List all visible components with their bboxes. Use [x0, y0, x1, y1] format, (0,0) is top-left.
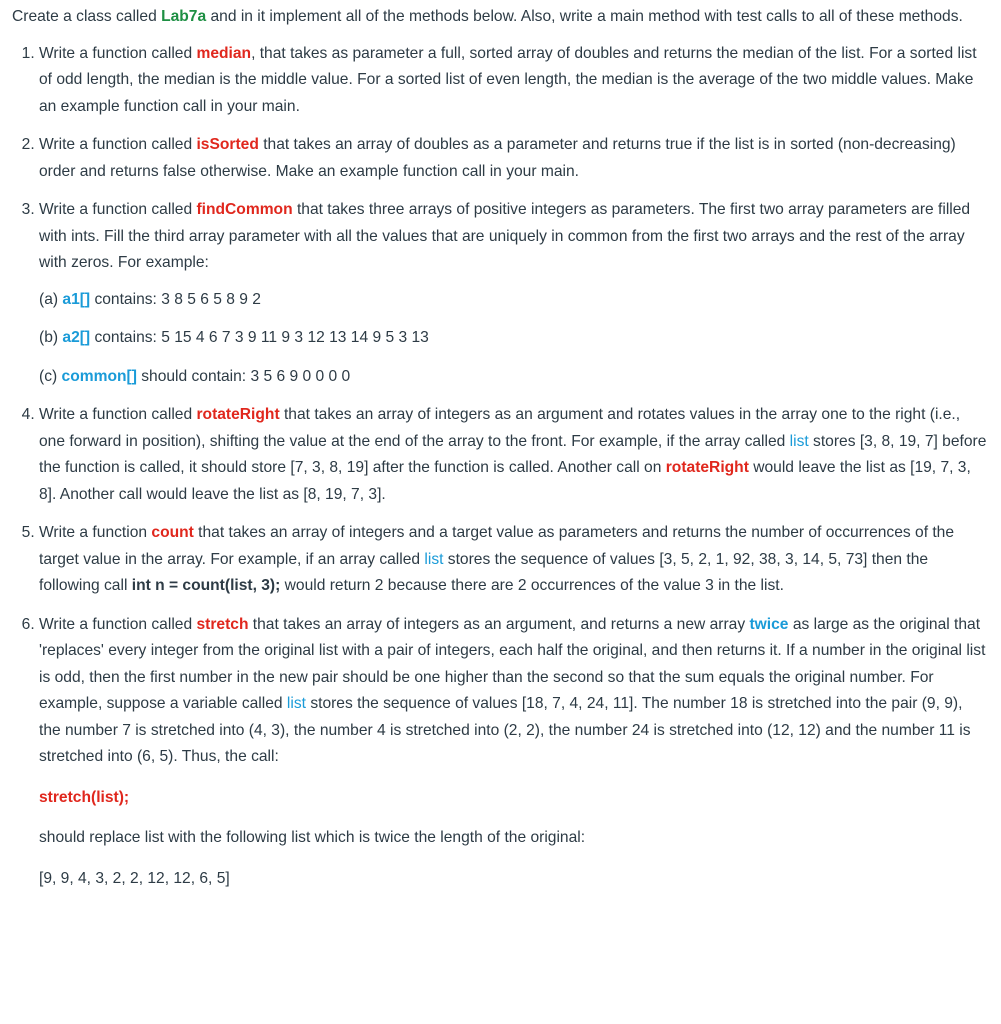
array-name-a2: a2[]: [62, 329, 91, 346]
example-common: [39, 364, 987, 391]
example-a1-text: contains: 3 8 5 6 5 8 9 2: [90, 290, 261, 308]
example-a1: [39, 287, 987, 314]
task-issorted: [39, 132, 987, 185]
method-name-issorted: isSorted: [196, 136, 259, 153]
array-name-a1: a1[]: [62, 290, 91, 308]
example-common-text: should contain: 3 5 6 9 0 0 0 0: [136, 367, 351, 385]
task-count-lead: Write a function: [39, 524, 152, 541]
task-findcommon-body: that takes three arrays of positive integers as parameters. The first two array parameters are filled with ints. Fill the third array parameter with all the values that are uniquely in common from the first two arrays and the rest of the array with zeros. For example:: [39, 201, 971, 271]
class-name: Lab7a: [161, 8, 207, 25]
task-findcommon: [39, 197, 987, 390]
task-rotateright-body3: would leave the list as [19, 7, 3, 8]. Another call would leave the list as [8, 19, 7, 3].: [39, 459, 971, 503]
stretch-explanation: should replace list with the following list which is twice the length of the original:: [39, 829, 586, 846]
task-stretch-body1: that takes an array of integers as an argument, and returns a new array: [248, 615, 750, 633]
example-common-label: (c): [39, 367, 62, 385]
example-a2: [39, 325, 987, 352]
task-rotateright-body2: stores [3, 8, 19, 7] before the function is called, it should store [7, 3, 8, 19] after the function is called. Another call on: [39, 432, 987, 476]
task-findcommon-lead: Write a function called: [39, 201, 197, 218]
array-name-common: common[]: [61, 367, 137, 385]
intro-text-continued: and in it implement all of the methods below. Also, write a main method with test calls to all of these methods.: [206, 8, 963, 25]
task-issorted-lead: Write a function called: [39, 136, 197, 153]
stretch-example: [39, 785, 987, 893]
intro-text: Create a class called: [12, 8, 162, 25]
task-count: [39, 520, 987, 600]
task-median-body: , that takes as parameter a full, sorted array of doubles and returns the median of the list. For a sorted list of odd length, the median is the middle value. For a sorted list of even length, the median is the average of the two middle values. Make an example function call in your main.: [39, 44, 977, 115]
task-rotateright: [39, 402, 987, 508]
task-median: [39, 41, 987, 121]
example-a2-text: contains: 5 15 4 6 7 3 9 11 9 3 12 13 14 9 5 3 13: [90, 329, 429, 346]
task-stretch-body3: stores the sequence of values [18, 7, 4, 24, 11]. The number 18 is stretched into the pair (9, 9), the number 7 is stretched into (4, 3), the number 4 is stretched into (2, 2), the number 24 is stretched into (12, 12) and the number 11 is stretched into (6, 5). Thus, the call:: [39, 695, 971, 765]
task-stretch: [39, 612, 987, 893]
method-name-rotateright-repeat: rotateRight: [665, 459, 749, 476]
method-name-findcommon: findCommon: [196, 201, 293, 218]
task-count-body2: stores the sequence of values [3, 5, 2, 1, 92, 38, 3, 14, 5, 73] then the following call: [39, 550, 929, 594]
example-call-count: int n = count(list, 3);: [131, 577, 281, 594]
task-rotateright-body1: that takes an array of integers as an argument and rotates values in the array one to the right (i.e., one forward in position), shifting the value at the end of the array to the front. For example, if the array called: [39, 406, 961, 450]
example-a2-label: (b): [39, 329, 63, 346]
variable-list: list: [424, 550, 444, 568]
intro-paragraph: [12, 4, 987, 31]
emphasis-twice: twice: [749, 615, 789, 633]
stretch-result: [9, 9, 4, 3, 2, 2, 12, 12, 6, 5]: [39, 869, 230, 887]
variable-list: list: [789, 432, 809, 450]
task-count-body3: would return 2 because there are 2 occurrences of the value 3 in the list.: [280, 577, 784, 594]
task-list: [12, 41, 987, 893]
findcommon-examples: [39, 287, 987, 391]
method-name-median: median: [196, 44, 252, 62]
task-stretch-lead: Write a function called: [39, 615, 197, 633]
task-rotateright-lead: Write a function called: [39, 406, 197, 423]
method-name-rotateright: rotateRight: [196, 406, 280, 423]
task-median-lead: Write a function called: [39, 44, 197, 62]
variable-list: list: [286, 695, 306, 712]
stretch-call: [39, 785, 987, 812]
method-name-count: count: [151, 524, 194, 541]
example-call-stretch: stretch(list);: [39, 788, 130, 806]
task-issorted-body: that takes an array of doubles as a parameter and returns true if the list is in sorted (non-decreasing) order and returns false otherwise. Make an example function call in your main.: [39, 136, 956, 180]
task-count-body1: that takes an array of integers and a target value as parameters and returns the number of occurrences of the target value in the array. For example, if an array called: [39, 524, 955, 568]
example-a1-label: (a): [39, 290, 63, 308]
method-name-stretch: stretch: [196, 615, 249, 633]
task-stretch-body2: as large as the original that 'replaces' every integer from the original list with a pair of integers, each half the original, and then returns it. If a number in the original list is odd, then the first number in the new pair should be one higher than the second so that the sum equals the original number. For example, suppose a variable called: [39, 615, 986, 712]
